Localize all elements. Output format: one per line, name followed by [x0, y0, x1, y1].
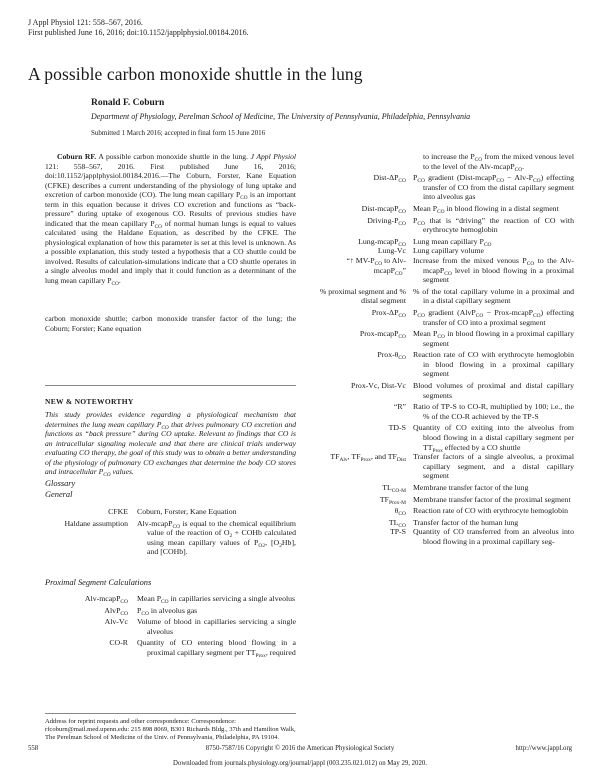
sub: CO — [398, 334, 406, 341]
glossary-definition — [413, 216, 574, 235]
sub: CO — [161, 599, 169, 605]
sub: CO — [417, 312, 425, 319]
sub: CO — [474, 157, 483, 163]
term-part: Prox-ΔP — [371, 307, 399, 317]
nn-text-c: values. — [110, 467, 134, 476]
sub: O2 — [258, 542, 266, 549]
term-part: TL — [382, 483, 392, 492]
glossary-term — [45, 594, 137, 604]
sub: CO — [120, 599, 128, 605]
glossary-definition: % of the total capillary volume in a proximal and in a distal capillary segment — [413, 286, 574, 306]
glossary-definition: Quantity of CO transferred from an alveolus into blood flowing in a proximal capillary seg- — [413, 527, 574, 546]
abstract — [45, 152, 296, 285]
glossary-row — [316, 173, 574, 202]
abstract-lead: Coburn RF. — [57, 152, 97, 161]
sub: CO — [161, 424, 169, 431]
term-part: “↑ MV-P — [346, 255, 375, 265]
term-part: TF — [330, 452, 340, 462]
glossary-row — [316, 237, 574, 247]
def-part: Quantity of CO exiting into the alveolus from blood flowing in a distal capillary segment per TT — [413, 423, 574, 452]
glossary-definition: Volume of blood in capillaries servicing a single alveolus — [137, 617, 296, 636]
glossary-term: Alv-Vc — [104, 617, 128, 627]
glossary-definition: Reaction rate of CO with erythrocyte hemoglobin — [413, 506, 569, 516]
glossary-row — [45, 507, 296, 517]
def-part: Mean P — [137, 594, 162, 603]
abstract-end: . — [118, 275, 121, 285]
def-part: . — [522, 161, 525, 171]
journal-url[interactable]: http://www.jappl.org — [515, 745, 572, 752]
nn-text-b: that drives pulmonary CO excretion and functions as “back pressure” during CO uptake. Relevant to findings that CO is an intracellular signaling molecule and that there are clinical trials underway evaluating CO therapy, the goal of this study was to obtain a better understanding of the physiology of pulmonary CO exchanges that determine the body CO stores and intracellular P — [45, 419, 297, 476]
keywords: carbon monoxide shuttle; carbon monoxide transfer factor of the lung; the Coburn; Forster; Kane equation — [45, 314, 296, 333]
submission-dates: Submitted 1 March 2016; accepted in final form 15 June 2016 — [91, 129, 266, 137]
glossary-row — [316, 204, 574, 214]
article-author: Ronald F. Coburn — [91, 98, 165, 108]
term-part: Prox-θ — [377, 350, 399, 360]
glossary-term: TD-S — [388, 423, 406, 433]
glossary-term — [316, 483, 413, 493]
journal-citation: J Appl Physiol 121: 558–567, 2016. — [28, 18, 143, 27]
glossary-definition: Transfer factor of the human lung — [413, 517, 519, 527]
glossary-term — [316, 173, 413, 202]
term-part: TF — [379, 494, 390, 504]
sub: CO — [172, 523, 181, 530]
glossary-row — [316, 329, 574, 348]
term-part: Dist-mcapP — [361, 203, 399, 213]
def-part: , [O — [265, 537, 280, 547]
glossary-term: Haldane assumption — [64, 518, 128, 528]
glossary-row — [45, 617, 296, 636]
def-part: in capillaries servicing a single alveolus — [168, 594, 296, 603]
sub: CO — [398, 511, 406, 518]
correspondence-footnote: Address for reprint requests and other correspondence: Correspondence: rfcoburn@mail.med.upenn.edu: 215 898 8069, B301 Richards Bldg., 37th and Hamilton Walk, The Perelman School of Medicine of the Univ. of Pennsylvania, Philadelphia, PA 19104. — [45, 718, 296, 742]
glossary-row — [316, 350, 574, 379]
glossary-definition — [413, 308, 574, 327]
glossary-term — [316, 518, 413, 528]
glossary-term — [316, 256, 413, 285]
glossary-term: % proximal segment and % distal segment — [319, 286, 406, 306]
def-part: Alv-mcapP — [137, 518, 173, 528]
sub: CO — [496, 178, 504, 185]
glossary-definition: Transfer factors of a single alveolus, a proximal capillary segment, and a distal capillary segment — [413, 452, 574, 481]
glossary-definition: Lung capillary volume — [413, 246, 485, 256]
sub: CO — [240, 195, 248, 201]
sub: CO-M — [391, 488, 406, 494]
glossary-term — [316, 495, 413, 505]
def-part: P — [413, 173, 418, 183]
glossary-definition: Membrane transfer factor of the lung — [413, 483, 529, 492]
sub: CO — [444, 270, 452, 277]
abstract-body-a: is an important term in this equation because it drives CO excretion and functions as “back-pressure” during uptake of exogenous CO. Results of previous studies have indicated that the mean capillary P — [45, 190, 296, 228]
sub: CO — [154, 223, 163, 230]
page-number: 558 — [28, 745, 39, 752]
glossary-definition — [413, 329, 574, 348]
def-part: ) effecting transfer of CO into a proximal segment — [423, 307, 575, 327]
term-part: Lung-mcapP — [358, 236, 399, 246]
sub: CO — [526, 260, 535, 267]
publication-line: First published June 16, 2016; doi:10.1152/japplphysiol.00184.2016. — [28, 28, 249, 37]
sub: CO — [141, 610, 149, 617]
def-part: Mean P — [413, 329, 438, 339]
glossary-row — [45, 638, 296, 657]
term-part: ” — [402, 265, 406, 275]
right-glossary-table — [316, 152, 574, 547]
def-part: in blood flowing in a distal segment — [444, 203, 559, 213]
glossary-row — [316, 483, 574, 493]
term-part: θ — [394, 506, 399, 516]
sub: Dist — [396, 457, 406, 464]
sub: Alv — [339, 457, 348, 464]
glossary-row — [316, 308, 574, 327]
download-notice: Downloaded from journals.physiology.org/journal/jappl (003.235.021.012) on May 29, 2020. — [173, 760, 427, 767]
def-part: P — [413, 307, 418, 317]
term-part: TL — [388, 517, 399, 527]
copyright-line: 8750-7587/16 Copyright © 2016 the American Physiological Society — [205, 745, 395, 752]
sub: CO — [533, 178, 541, 185]
def-part: Hb], and [COHb]. — [147, 537, 296, 557]
sub: CO — [483, 241, 492, 248]
glossary-definition: Coburn, Forster, Kane Equation — [137, 507, 237, 516]
def-part: P — [413, 215, 418, 225]
glossary-row — [316, 256, 574, 285]
glossary-definition — [137, 638, 296, 657]
sub: CO — [437, 208, 445, 215]
glossary-row — [316, 506, 574, 516]
def-part: Quantity of CO entering blood flowing in a proximal capillary segment per TT — [137, 638, 296, 657]
glossary-row — [45, 519, 296, 557]
def-part: to increase the P — [423, 152, 475, 161]
abstract-citation-b: 121: 558–567, 2016. First published June 16, 2016; doi:10.1152/japplphysiol.00184.2016.—The Coburn, Forster, Kane Equation (CFKE) describes a current understanding of the physiology of lung uptake and excretion of carbon monoxide (CO). The lung mean capillary P — [45, 161, 296, 199]
sub: CO — [398, 522, 406, 529]
glossary-definition — [413, 237, 574, 247]
glossary-definition: Membrane transfer factor of the proximal segment — [413, 494, 571, 504]
sub: CO — [475, 312, 484, 319]
sub: CO — [398, 241, 406, 248]
def-part: Mean P — [413, 203, 438, 213]
glossary-definition — [413, 204, 574, 214]
glossary-row — [316, 495, 574, 505]
sub: CO — [437, 334, 445, 341]
def-part: − Alv-P — [503, 173, 534, 183]
sub: CO — [398, 220, 406, 227]
glossary-row — [316, 381, 574, 400]
sub: CO — [111, 280, 119, 287]
sub: CO — [398, 355, 406, 362]
term-part: Prox-mcapP — [359, 329, 399, 339]
glossary-definition — [137, 606, 296, 616]
general-heading: General — [45, 490, 73, 499]
glossary-term — [45, 606, 137, 616]
glossary-row — [316, 287, 574, 306]
glossary-definition — [137, 594, 296, 604]
def-part: Lung mean capillary P — [413, 236, 484, 246]
general-glossary-table — [45, 507, 296, 559]
def-part: is equal to the chemical equilibrium value of the reaction of O — [147, 518, 296, 538]
def-part: Increase from the mixed venous P — [413, 255, 527, 265]
def-part: in alveolus gas — [148, 605, 198, 615]
section-divider — [45, 385, 296, 386]
glossary-row — [45, 594, 296, 604]
glossary-term: TP-S — [389, 527, 406, 537]
def-part: gradient (Dist-mcapP — [424, 173, 497, 183]
term-part: to Alv-mcapP — [373, 255, 406, 275]
sub: CO — [103, 472, 111, 478]
sub: Prox — [255, 652, 266, 659]
journal-header — [28, 18, 249, 38]
glossary-row — [316, 152, 574, 171]
glossary-term — [316, 308, 413, 327]
glossary-term — [316, 152, 413, 171]
def-part: gradient (AlvP — [424, 307, 476, 317]
new-noteworthy-text — [45, 410, 296, 477]
sub: 2 — [229, 533, 233, 540]
glossary-row — [45, 606, 296, 616]
sub: CO — [374, 260, 383, 267]
proximal-glossary-table — [45, 594, 296, 660]
glossary-term — [316, 452, 413, 481]
glossary-term — [316, 506, 413, 516]
def-part: to the Alv-mcapP — [423, 255, 574, 275]
article-title: A possible carbon monoxide shuttle in the lung — [28, 64, 363, 84]
glossary-row — [316, 423, 574, 452]
term-part: , and TF — [370, 452, 397, 462]
term-part: , TF — [347, 452, 361, 462]
glossary-term — [316, 237, 413, 247]
nn-text-a: This study provides evidence regarding a physiological mechanism that determines the lung mean capillary P — [45, 410, 296, 429]
glossary-term: Lung-Vc — [377, 246, 406, 256]
glossary-row — [316, 216, 574, 235]
glossary-term: Prox-Vc, Dist-Vc — [350, 381, 406, 391]
glossary-row — [316, 452, 574, 481]
sub: CO — [394, 270, 403, 277]
abstract-journal: J Appl Physiol — [250, 152, 297, 161]
abstract-body-b: of normal human lungs is equal to values calculated using the Haldane Equation, as described by the CFKE. The physiological explanation of how this parameter is set at this level is unknown. As a possible explanation, this study tested a hypothesis that a CO shuttle could be involved. Results of calculation-simulations indicate that a CO shuttle operates in a single alveolus model and imply that it could function as a determinant of the lung mean capillary P — [45, 218, 297, 285]
glossary-term — [316, 350, 413, 379]
def-part: effected by a CO shuttle — [442, 442, 521, 452]
glossary-term — [316, 329, 413, 348]
glossary-definition: Reaction rate of CO with erythrocyte hemoglobin in blood flowing in a proximal capillary segment — [413, 350, 574, 379]
glossary-row — [316, 527, 574, 546]
glossary-row — [316, 402, 574, 421]
glossary-term: CO-R — [109, 638, 128, 648]
sub: CO — [514, 166, 523, 173]
glossary-definition — [137, 519, 296, 557]
sub: CO — [398, 178, 406, 185]
def-part: + COHb calculated using mean capillary values of P — [147, 528, 296, 547]
sub: CO — [532, 312, 541, 319]
term-part: AlvP — [104, 605, 121, 615]
term-part: Dist-ΔP — [373, 173, 399, 183]
glossary-row — [316, 518, 574, 528]
sub: CO — [417, 178, 425, 185]
glossary-definition — [413, 152, 574, 171]
glossary-definition: Ratio of TP-S to CO-R, multiplied by 100; i.e., the % of the CO-R achieved by the TP-S — [413, 402, 574, 421]
glossary-row — [316, 246, 574, 256]
glossary-term — [316, 216, 413, 235]
abstract-citation-a: A possible carbon monoxide shuttle in the lung. — [98, 152, 248, 161]
def-part: ) effecting transfer of CO from the distal capillary segment into alveolus gas — [423, 173, 574, 202]
sub: CO — [417, 220, 425, 227]
sub: CO — [398, 208, 406, 215]
term-part: Alv-mcapP — [84, 594, 121, 603]
def-part: P — [137, 605, 142, 615]
glossary-term: CFKE — [108, 507, 128, 516]
sub: 2 — [279, 542, 282, 549]
def-part: from the mixed venous level to the level of the Alv-mcapP — [423, 152, 574, 171]
def-part: − Prox-mcapP — [483, 307, 533, 317]
footnote-divider — [45, 713, 296, 714]
proximal-heading: Proximal Segment Calculations — [45, 578, 152, 587]
glossary-definition — [413, 173, 574, 202]
sub: CO — [398, 312, 406, 319]
glossary-definition — [413, 256, 574, 285]
author-affiliation: Department of Physiology, Perelman School of Medicine, The University of Pennsylvania, Philadelphia, Pennsylvania — [91, 112, 471, 121]
glossary-heading: Glossary — [45, 479, 76, 488]
glossary-definition — [413, 423, 574, 452]
def-part: , required — [265, 647, 296, 657]
sub: Prox — [360, 457, 371, 464]
sub: Prox — [432, 447, 443, 454]
glossary-definition: Blood volumes of proximal and distal capillary segments — [413, 381, 574, 400]
sub: CO — [120, 610, 128, 617]
new-noteworthy-heading: NEW & NOTEWORTHY — [45, 397, 134, 406]
sub: Prox-M — [389, 499, 406, 506]
glossary-term — [316, 204, 413, 214]
def-part: in blood flowing in a proximal capillary segment — [423, 329, 574, 348]
glossary-term: “R” — [393, 402, 406, 412]
def-part: that is “driving” the reaction of CO with erythrocyte hemoglobin — [423, 215, 574, 235]
def-part: level in blood flowing in a proximal segment — [423, 265, 574, 285]
term-part: Driving-P — [367, 215, 399, 225]
